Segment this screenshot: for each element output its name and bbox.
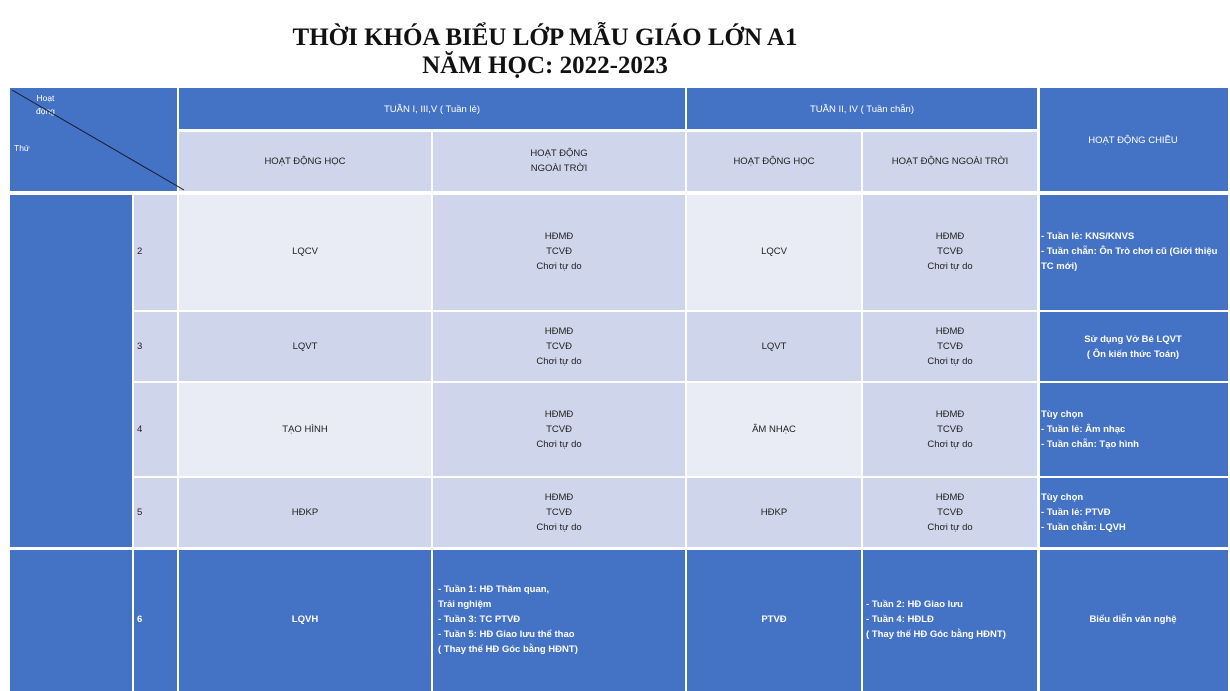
row-4-even-study-text: ÂM NHẠC — [752, 424, 796, 435]
page-subtitle: NĂM HỌC: 2022-2023 — [422, 52, 668, 79]
corner-label-activity: Hoạt động — [36, 93, 55, 116]
row-3-odd-study-text: LQVT — [292, 341, 318, 352]
row-2-day-text: 2 — [137, 246, 143, 257]
header-outdoor-even-text: HOẠT ĐỘNG NGOÀI TRỜI — [891, 155, 1009, 167]
row-4-odd-study-text: TẠO HÌNH — [282, 424, 328, 435]
row-4-odd-outdoor-text: HĐMĐ TCVĐ Chơi tự do — [536, 409, 582, 450]
row-5-odd-outdoor-text: HĐMĐ TCVĐ Chơi tự do — [536, 492, 582, 533]
header-outdoor-odd-text: HOẠT ĐỘNG NGOÀI TRỜI — [530, 148, 588, 174]
row-6-day-text: 6 — [137, 614, 143, 625]
row-5-day-text: 5 — [137, 507, 143, 518]
row-3-day-text: 3 — [137, 341, 143, 352]
row-4-afternoon-text: Tùy chọn - Tuần lẻ: Âm nhạc - Tuần chẵn: Tạo hình — [1041, 409, 1139, 450]
header-afternoon-text: HOẠT ĐỘNG CHIỀU — [1088, 134, 1178, 146]
row-5-afternoon-text: Tùy chọn - Tuần lẻ: PTVĐ - Tuần chẵn: LQVH — [1041, 492, 1126, 533]
row-2-odd-study-text: LQCV — [292, 246, 318, 257]
row-2-afternoon-text: - Tuần lẻ: KNS/KNVS - Tuần chẵn: Ôn Trò chơi cũ (Giới thiệu TC mới) — [1041, 231, 1218, 272]
row-5-odd-study-text: HĐKP — [291, 507, 319, 518]
row-3-odd-outdoor-text: HĐMĐ TCVĐ Chơi tự do — [536, 326, 582, 367]
row-3-afternoon-text: Sử dụng Vở Bé LQVT ( Ôn kiến thức Toán) — [1084, 333, 1182, 360]
row-2-even-study-text: LQCV — [761, 246, 787, 257]
row-3-even-study-text: LQVT — [761, 341, 787, 352]
row-3-even-outdoor-text: HĐMĐ TCVĐ Chơi tự do — [927, 326, 973, 367]
row-2-odd-outdoor-text: HĐMĐ TCVĐ Chơi tự do — [536, 231, 582, 272]
row-6-afternoon-text: Biểu diễn văn nghệ — [1089, 614, 1177, 625]
page-title: THỜI KHÓA BIỂU LỚP MẪU GIÁO LỚN A1 — [292, 24, 798, 51]
row-6-odd-study-text: LQVH — [291, 614, 319, 625]
row-5-even-study-text: HĐKP — [760, 507, 788, 518]
row-5-even-outdoor-text: HĐMĐ TCVĐ Chơi tự do — [927, 492, 973, 533]
row-6-odd-outdoor-text: - Tuần 1: HĐ Thăm quan, Trải nghiệm - Tuần 3: TC PTVĐ - Tuần 5: HĐ Giao lưu thể thao ( Thay thế HĐ Góc bằng HĐNT) — [438, 584, 578, 655]
row-6-even-study-text: PTVĐ — [761, 614, 787, 625]
header-week-even-text: TUẦN II, IV ( Tuần chẵn) — [809, 103, 914, 115]
row-2-even-outdoor-text: HĐMĐ TCVĐ Chơi tự do — [927, 231, 973, 272]
row-6-even-outdoor-text: - Tuần 2: HĐ Giao lưu - Tuần 4: HĐLĐ ( Thay thế HĐ Góc bằng HĐNT) — [866, 599, 1006, 640]
row-4-even-outdoor-text: HĐMĐ TCVĐ Chơi tự do — [927, 409, 973, 450]
header-study-odd-text: HOẠT ĐỘNG HỌC — [264, 155, 346, 167]
header-week-odd-text: TUẦN I, III,V ( Tuần lẻ) — [383, 103, 481, 115]
corner-label-day: Thứ — [14, 142, 30, 153]
row-4-day-text: 4 — [137, 424, 143, 435]
header-study-even-text: HOẠT ĐỘNG HỌC — [733, 155, 815, 167]
corner-diagonal-line — [12, 90, 184, 190]
